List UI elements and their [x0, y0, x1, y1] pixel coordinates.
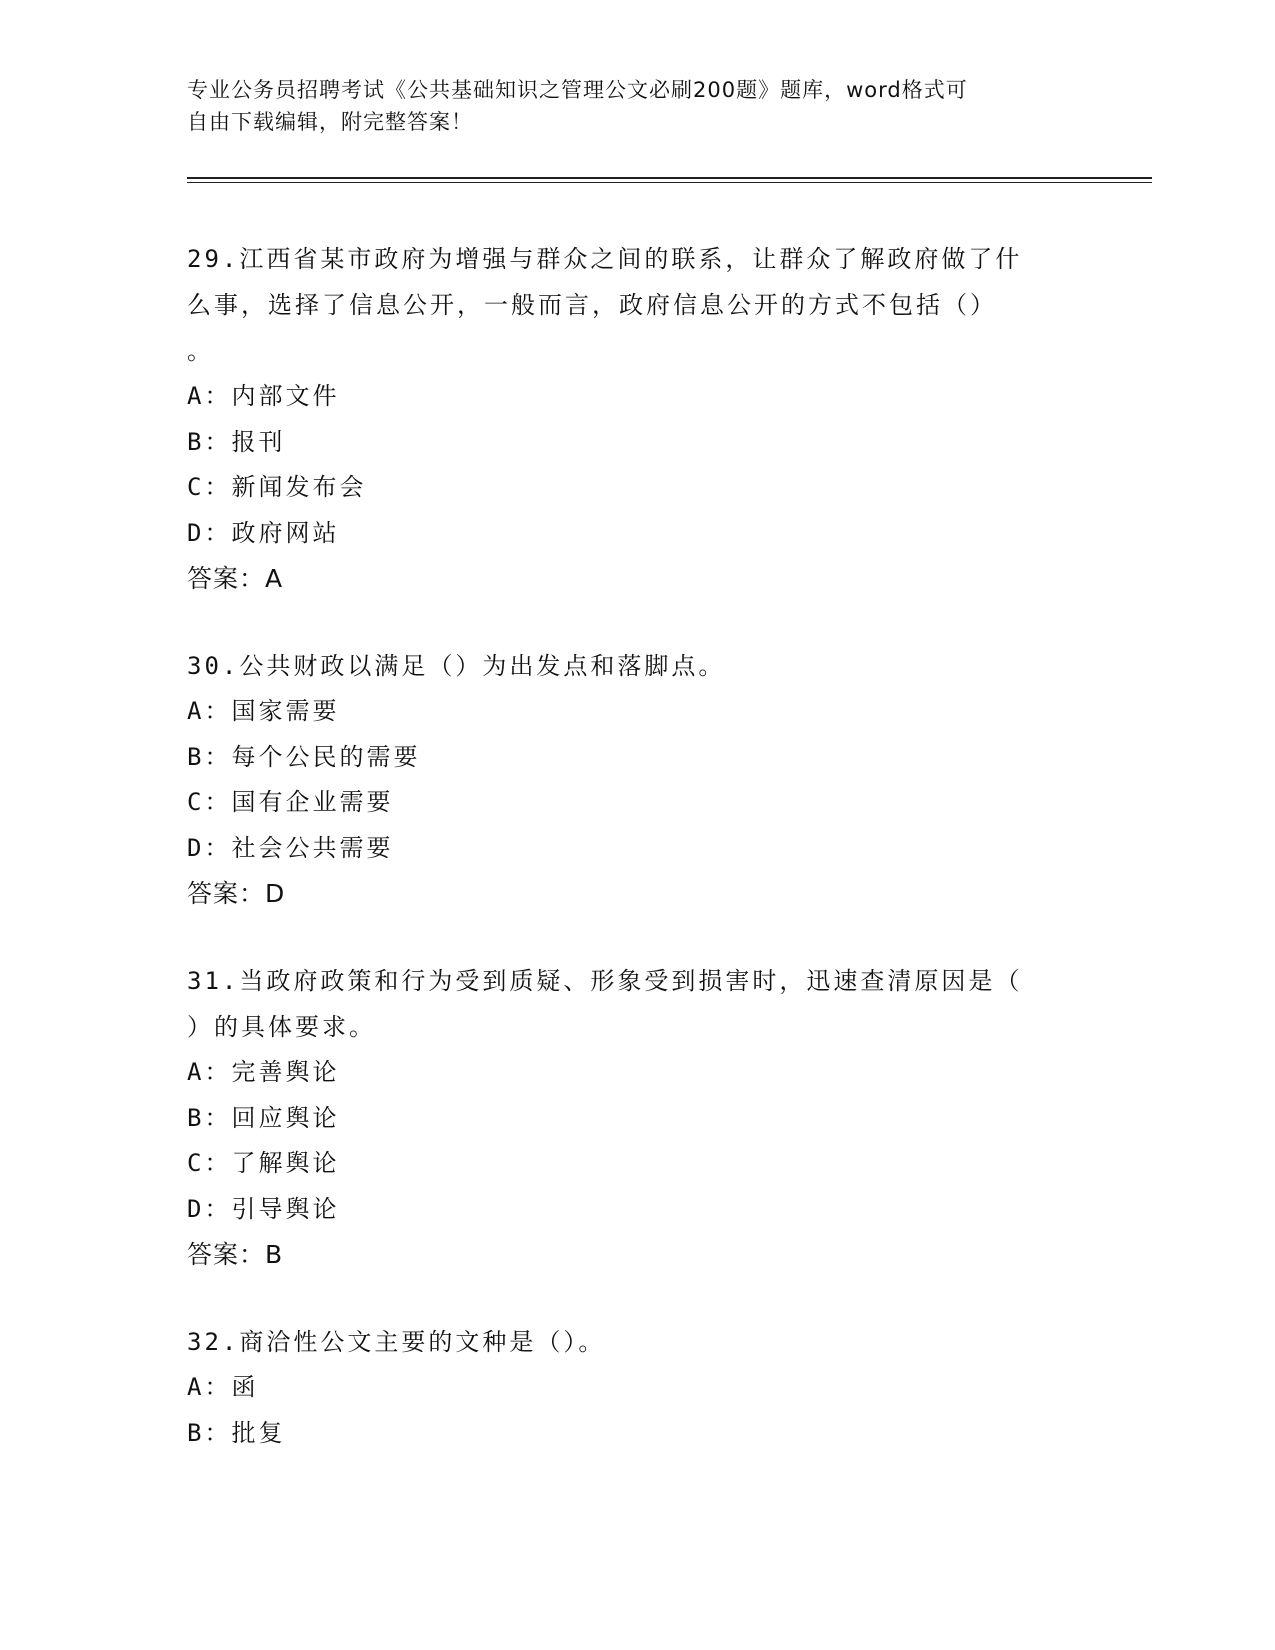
header-divider-thick [187, 177, 1152, 179]
option-d: D：政府网站 [187, 518, 340, 547]
option-c: C：新闻发布会 [187, 473, 367, 501]
question-31 [187, 958, 1087, 1277]
option-c: C：了解舆论 [187, 1149, 340, 1177]
option-c: C：国有企业需要 [187, 788, 394, 816]
option-a: A：函 [187, 1373, 259, 1401]
option-a: A：完善舆论 [187, 1058, 340, 1086]
question-30 [187, 643, 1087, 916]
question-29 [187, 236, 1087, 601]
question-text: 30.公共财政以满足（）为出发点和落脚点。 [187, 652, 726, 680]
option-b: B：回应舆论 [187, 1103, 340, 1132]
answer: 答案：D [187, 879, 286, 908]
header-line-2: 自由下载编辑，附完整答案！ [187, 110, 473, 134]
option-b: B：批复 [187, 1418, 286, 1447]
option-a: A：内部文件 [187, 382, 340, 410]
option-a: A：国家需要 [187, 697, 340, 725]
question-32 [187, 1319, 1087, 1456]
option-d: D：引导舆论 [187, 1194, 340, 1223]
option-d: D：社会公共需要 [187, 833, 394, 862]
question-list [187, 236, 1087, 1498]
answer: 答案：A [187, 564, 284, 593]
option-b: B：每个公民的需要 [187, 742, 421, 771]
option-b: B：报刊 [187, 427, 286, 456]
header-line-1: 专业公务员招聘考试《公共基础知识之管理公文必刷200题》题库，word格式可 [187, 78, 968, 102]
question-text: 29.江西省某市政府为增强与群众之间的联系，让群众了解政府做了什 么事，选择了信息公开，一般而言，政府信息公开的方式不包括（） 。 [187, 245, 1023, 365]
header-divider-thin [187, 182, 1152, 183]
question-text: 32.商洽性公文主要的文种是（）。 [187, 1328, 606, 1356]
question-text: 31.当政府政策和行为受到质疑、形象受到损害时，迅速查清原因是（ ）的具体要求。 [187, 967, 1023, 1041]
answer: 答案：B [187, 1240, 284, 1269]
document-header [187, 74, 1067, 138]
